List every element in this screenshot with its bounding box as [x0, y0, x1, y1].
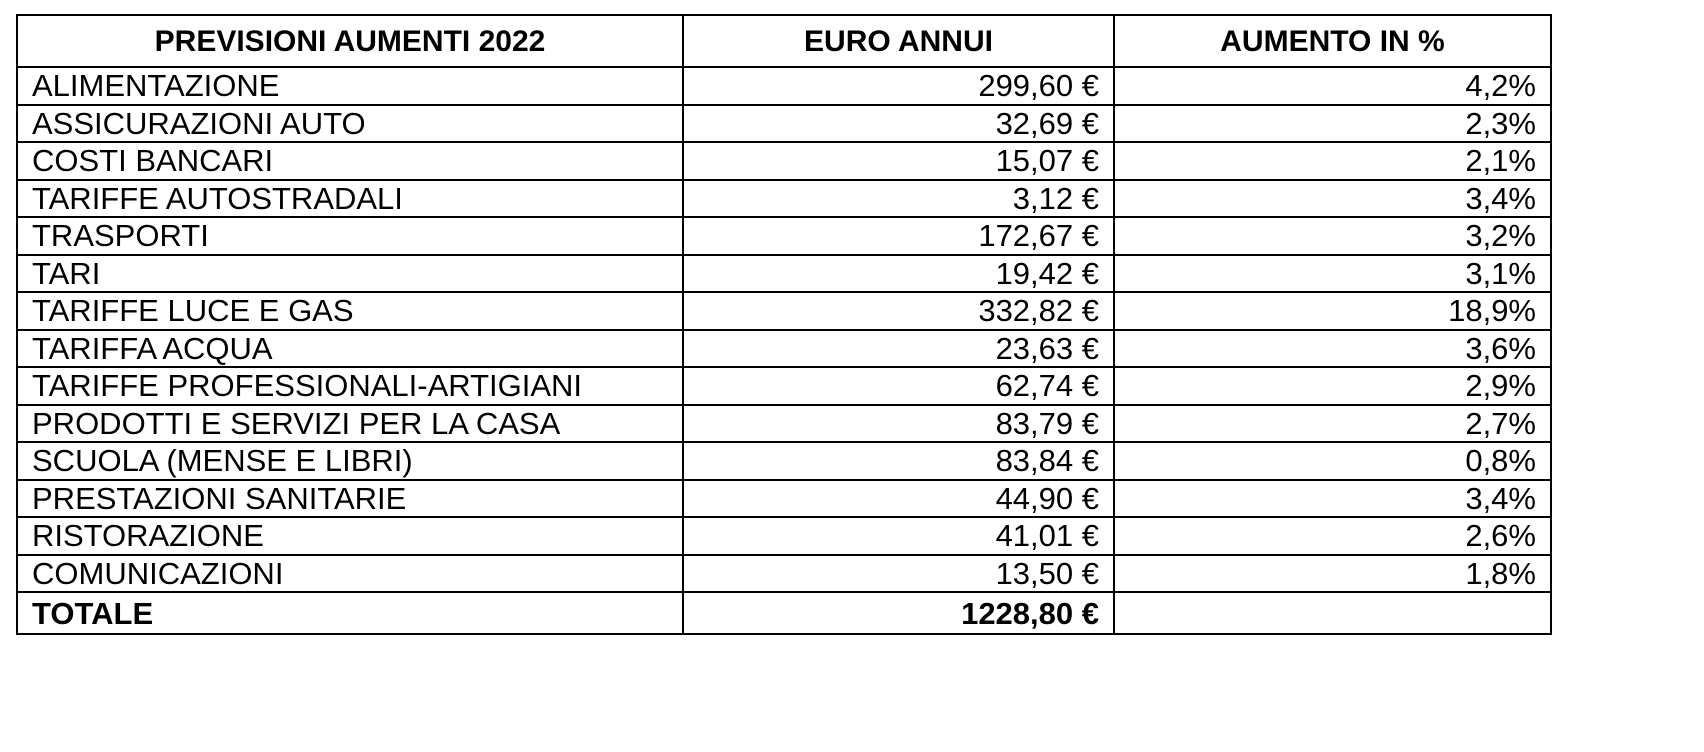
table-row: [17, 480, 1551, 518]
euro-cell: 15,07 €: [683, 142, 1114, 180]
category-cell: COSTI BANCARI: [17, 142, 683, 180]
euro-cell: 172,67 €: [683, 217, 1114, 255]
table-row: [17, 142, 1551, 180]
header-euro: EURO ANNUI: [683, 15, 1114, 67]
percent-cell: 18,9%: [1114, 292, 1551, 330]
euro-cell: 299,60 €: [683, 67, 1114, 105]
percent-cell: 3,2%: [1114, 217, 1551, 255]
table-row: [17, 255, 1551, 293]
euro-cell: 62,74 €: [683, 367, 1114, 405]
euro-cell: 41,01 €: [683, 517, 1114, 555]
category-cell: COMUNICAZIONI: [17, 555, 683, 593]
table-row: [17, 442, 1551, 480]
header-category: PREVISIONI AUMENTI 2022: [17, 15, 683, 67]
table-row: [17, 67, 1551, 105]
percent-cell: 2,6%: [1114, 517, 1551, 555]
category-cell: ALIMENTAZIONE: [17, 67, 683, 105]
percent-cell: 2,9%: [1114, 367, 1551, 405]
category-cell: ASSICURAZIONI AUTO: [17, 105, 683, 143]
euro-cell: 23,63 €: [683, 330, 1114, 368]
euro-cell: 32,69 €: [683, 105, 1114, 143]
percent-cell: 3,6%: [1114, 330, 1551, 368]
total-label: TOTALE: [17, 592, 683, 634]
percent-cell: 3,4%: [1114, 180, 1551, 218]
euro-cell: 3,12 €: [683, 180, 1114, 218]
category-cell: SCUOLA (MENSE E LIBRI): [17, 442, 683, 480]
table-row: [17, 405, 1551, 443]
percent-cell: 3,1%: [1114, 255, 1551, 293]
table-row: [17, 105, 1551, 143]
category-cell: TARIFFE LUCE E GAS: [17, 292, 683, 330]
table-row: [17, 517, 1551, 555]
percent-cell: 3,4%: [1114, 480, 1551, 518]
percent-cell: 2,3%: [1114, 105, 1551, 143]
euro-cell: 44,90 €: [683, 480, 1114, 518]
euro-cell: 13,50 €: [683, 555, 1114, 593]
category-cell: PRODOTTI E SERVIZI PER LA CASA: [17, 405, 683, 443]
category-cell: TARIFFE PROFESSIONALI-ARTIGIANI: [17, 367, 683, 405]
euro-cell: 83,84 €: [683, 442, 1114, 480]
header-row: [17, 15, 1551, 67]
table-row: [17, 292, 1551, 330]
total-euro: 1228,80 €: [683, 592, 1114, 634]
table-row: [17, 330, 1551, 368]
total-percent: [1114, 592, 1551, 634]
table-row: [17, 367, 1551, 405]
percent-cell: 2,7%: [1114, 405, 1551, 443]
table-row: [17, 555, 1551, 593]
percent-cell: 0,8%: [1114, 442, 1551, 480]
category-cell: TRASPORTI: [17, 217, 683, 255]
total-row: [17, 592, 1551, 634]
euro-cell: 332,82 €: [683, 292, 1114, 330]
category-cell: RISTORAZIONE: [17, 517, 683, 555]
increase-forecast-table: [16, 14, 1552, 635]
percent-cell: 4,2%: [1114, 67, 1551, 105]
table-row: [17, 180, 1551, 218]
euro-cell: 19,42 €: [683, 255, 1114, 293]
percent-cell: 1,8%: [1114, 555, 1551, 593]
table-row: [17, 217, 1551, 255]
header-percent: AUMENTO IN %: [1114, 15, 1551, 67]
category-cell: TARIFFA ACQUA: [17, 330, 683, 368]
category-cell: PRESTAZIONI SANITARIE: [17, 480, 683, 518]
category-cell: TARI: [17, 255, 683, 293]
percent-cell: 2,1%: [1114, 142, 1551, 180]
category-cell: TARIFFE AUTOSTRADALI: [17, 180, 683, 218]
euro-cell: 83,79 €: [683, 405, 1114, 443]
table-body: [17, 67, 1551, 634]
